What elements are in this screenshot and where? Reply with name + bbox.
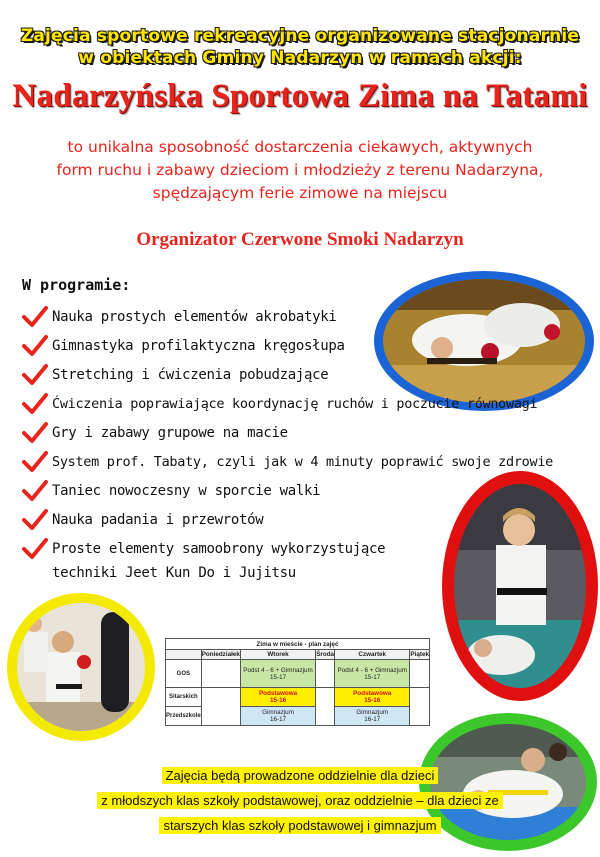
schedule-cell	[410, 688, 430, 726]
header-corner	[166, 650, 202, 660]
description-line-2: form ruchu i zabawy dzieciom i młodzieży z terenu Nadarzyna,	[56, 161, 544, 179]
schedule-cell	[316, 688, 335, 726]
checkmark-icon	[22, 364, 48, 386]
description-line-1: to unikalna sposobność dostarczenia ciekawych, aktywnych	[67, 138, 533, 156]
photo-judo-groundwork	[372, 270, 597, 412]
event-title: Nadarzyńska Sportowa Zima na Tatami	[12, 78, 588, 114]
list-item: Nauka prostych elementów akrobatyki	[22, 305, 337, 329]
program-heading: W programie:	[22, 276, 131, 294]
schedule-cell	[316, 660, 335, 688]
cell-line: Podstawowa	[353, 690, 392, 697]
day-header: Poniedziałek	[201, 651, 240, 658]
intro-line-2: w obiektach Gminy Nadarzyn w ramach akcji:	[78, 48, 522, 68]
cell-line: 16-17	[364, 716, 381, 723]
list-item: Gry i zabawy grupowe na macie	[22, 421, 288, 445]
notice-line-2: z młodszych klas szkoły podstawowej, oraz oddzielnie – dla dzieci ze	[0, 793, 600, 808]
schedule-cell	[335, 707, 410, 726]
list-item: Stretching i ćwiczenia pobudzające	[22, 363, 328, 387]
checkmark-icon	[22, 422, 48, 444]
schedule-caption: Zima w mieście - plan zajęć	[166, 639, 430, 650]
row-label-sitarskich: Sitarskich	[166, 688, 202, 707]
cell-line: Podstawowa	[258, 690, 298, 697]
checkmark-icon	[22, 480, 48, 502]
notice-line-3: starszych klas szkoły podstawowej i gimnazjum	[0, 818, 600, 833]
list-item: Gimnastyka profilaktyczna kręgosłupa	[22, 334, 345, 358]
schedule-cell	[240, 707, 315, 726]
schedule-cell	[335, 688, 410, 707]
cell-line: Gimnazjum	[356, 709, 389, 716]
checkmark-icon	[22, 393, 48, 415]
schedule-cell: Podst 4 - 6 + Gimnazjum 15-17	[335, 660, 410, 688]
list-item-continuation: techniki Jeet Kun Do i Jujitsu	[52, 565, 296, 581]
list-item: Ćwiczenia poprawiające koordynację ruchów i poczucie równowagi	[22, 392, 537, 416]
photo-kids-judo	[441, 470, 599, 702]
cell-line: 16-17	[269, 716, 287, 723]
schedule-table	[165, 638, 430, 726]
checkmark-icon	[22, 451, 48, 473]
list-item: Taniec nowoczesny w sporcie walki	[22, 479, 320, 503]
checkmark-icon	[22, 538, 48, 560]
notice-line-1: Zajęcia będą prowadzone oddzielnie dla dzieci	[0, 768, 600, 783]
day-header: Środa	[316, 651, 335, 658]
intro-line-1: Zajęcia sportowe rekreacyjne organizowane stacjonarnie	[20, 26, 580, 46]
day-header: Czwartek	[335, 650, 410, 660]
schedule-cell	[201, 688, 240, 726]
list-item: Nauka padania i przewrotów	[22, 508, 263, 532]
schedule-cell	[410, 660, 430, 688]
cell-line: 15-16	[269, 697, 287, 704]
schedule-cell: Podst 4 - 6 + Gimnazjum 15-17	[240, 660, 315, 688]
cell-line: Gimnazjum	[262, 709, 294, 716]
schedule-cell	[240, 688, 315, 707]
checkmark-icon	[22, 335, 48, 357]
list-item: System prof. Tabaty, czyli jak w 4 minuty poprawić swoje zdrowie	[22, 450, 553, 474]
list-item: Proste elementy samoobrony wykorzystujące	[22, 537, 385, 561]
photo-kids-boxing	[6, 592, 156, 742]
description-line-3: spędzającym ferie zimowe na miejscu	[152, 184, 448, 202]
cell-line: 15-16	[364, 697, 381, 704]
organizer: Organizator Czerwone Smoki Nadarzyn	[136, 229, 464, 250]
row-label-przedszkole: Przedszkole	[166, 707, 202, 726]
checkmark-icon	[22, 509, 48, 531]
schedule-cell	[201, 660, 240, 688]
checkmark-icon	[22, 306, 48, 328]
day-header: Wtorek	[240, 650, 315, 660]
day-header: Piątek	[410, 651, 429, 658]
row-label-gos: GOS	[166, 660, 202, 688]
